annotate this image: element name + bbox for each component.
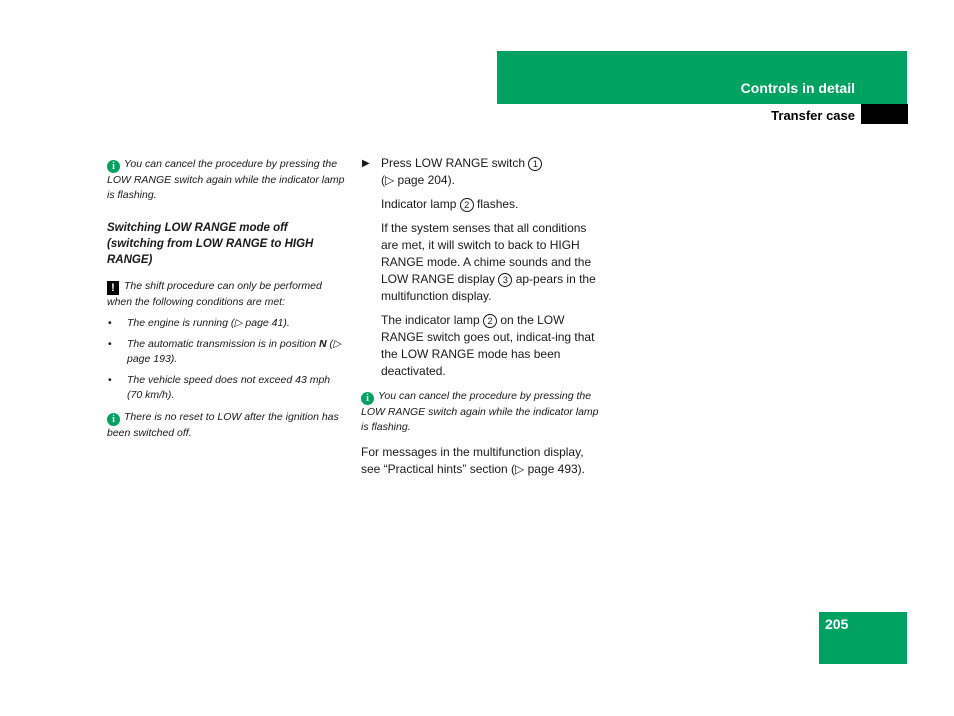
list-item-text: The automatic transmission is in position — [127, 338, 319, 350]
list-item — [107, 337, 347, 367]
step-marker-icon: ▶ — [362, 158, 370, 169]
warning-note — [107, 279, 347, 310]
conditions-paragraph — [361, 220, 605, 305]
info-note-text: There is no reset to LOW after the ignition has been switched off. — [107, 411, 339, 439]
subheading: Switching LOW RANGE mode off (switching from LOW RANGE to HIGH RANGE) — [107, 222, 314, 266]
list-item: • The vehicle speed does not exceed 43 mph (70 km/h). — [107, 373, 347, 403]
callout-number: 2 — [460, 198, 474, 212]
warning-text: The shift procedure can only be performed when the following conditions are met: — [107, 280, 322, 308]
info-note-cancel — [361, 389, 605, 435]
callout-number: 1 — [528, 157, 542, 171]
info-icon: i — [107, 160, 120, 173]
conditions-list — [107, 316, 347, 403]
info-note-cancel — [107, 157, 347, 203]
right-column — [361, 155, 605, 478]
paragraph-text: flashes. — [473, 197, 519, 211]
step-text: Press LOW RANGE switch — [381, 156, 529, 170]
info-note-text: You can cancel the procedure by pressing the LOW RANGE switch again while the indicator lamp is flashing. — [107, 158, 345, 201]
warning-icon: ! — [107, 281, 119, 295]
list-item: • The engine is running (▷ page 41). — [107, 316, 347, 331]
info-note-reset — [107, 410, 347, 441]
step-text: (▷ page 204). — [381, 173, 455, 187]
paragraph-text: Indicator lamp — [381, 197, 460, 211]
section-tab-marker — [861, 104, 908, 124]
section-title: Transfer case — [771, 108, 855, 123]
paragraph-text: ap-pears in the multifunction display. — [381, 272, 596, 303]
step-press-switch — [361, 155, 605, 189]
info-note-text: You can cancel the procedure by pressing the LOW RANGE switch again while the indicator lamp is flashing. — [361, 390, 599, 433]
header-band — [497, 51, 907, 104]
practical-hints-paragraph: For messages in the multifunction display, see “Practical hints” section (▷ page 493). — [361, 445, 585, 476]
info-icon: i — [361, 392, 374, 405]
info-icon: i — [107, 413, 120, 426]
page-number: 205 — [825, 616, 849, 632]
left-column — [107, 157, 347, 441]
callout-number: 3 — [498, 273, 512, 287]
list-item-text: (▷ page 193). — [127, 338, 342, 365]
paragraph-text: If the system senses that all conditions are met, it will switch to back to HIGH RANGE mode. A chime sounds and the LOW RANGE display — [381, 221, 592, 286]
paragraph-text: on the LOW RANGE switch goes out, indicat-ing that the LOW RANGE mode has been deactivated. — [381, 313, 595, 378]
gear-position: N — [319, 338, 327, 350]
lamp-paragraph — [361, 196, 605, 213]
chapter-title: Controls in detail — [740, 80, 855, 96]
paragraph-text: The indicator lamp — [381, 313, 484, 327]
callout-number: 2 — [483, 314, 497, 328]
lamp-out-paragraph — [361, 312, 605, 380]
